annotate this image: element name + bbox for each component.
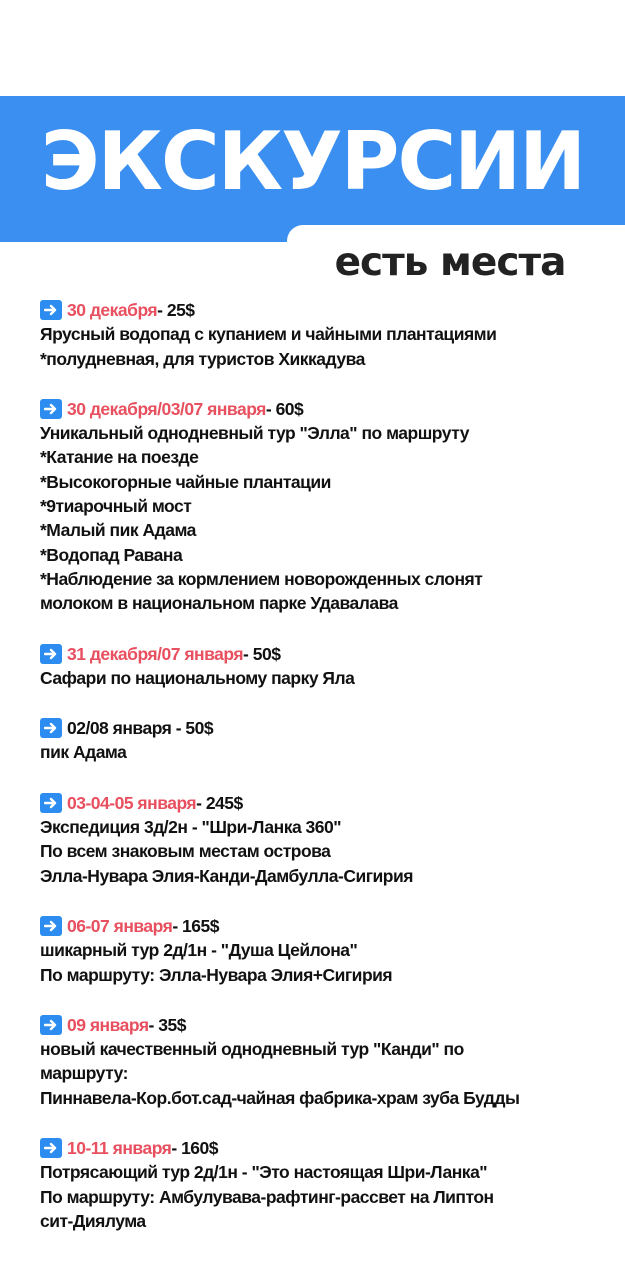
tour-date: 30 декабря	[67, 300, 158, 320]
tour-line: *Малый пик Адама	[40, 520, 196, 541]
tour-item	[40, 716, 620, 765]
tour-date: 09 января	[67, 1014, 149, 1035]
arrow-right-icon	[40, 399, 62, 419]
arrow-right-icon	[40, 644, 62, 664]
tour-item	[40, 1136, 620, 1233]
page-subtitle: есть места	[334, 240, 566, 285]
tour-line: сит-Диялума	[40, 1210, 146, 1231]
tour-line: Ярусный водопад с купанием и чайными плантациями	[40, 324, 497, 345]
tour-date: 06-07 января	[67, 915, 173, 936]
tour-header	[40, 642, 620, 666]
tour-price: - 50$	[243, 643, 281, 664]
tour-price: - 165$	[172, 915, 219, 936]
tour-line: *9тиарочный мост	[40, 496, 192, 517]
arrow-right-icon	[40, 1138, 62, 1158]
tour-date: 03-04-05 января	[67, 792, 197, 813]
tour-price: - 35$	[148, 1014, 186, 1035]
tour-header	[40, 716, 620, 740]
tour-item	[40, 298, 620, 371]
tour-item	[40, 791, 620, 888]
tour-header	[40, 397, 620, 421]
tour-line: По маршруту: Амбулувава-рафтинг-рассвет на Липтон	[40, 1186, 494, 1207]
tour-date: 31 декабря/07 января	[67, 643, 244, 664]
tour-line: Сафари по национальному парку Яла	[40, 667, 355, 688]
tour-date: 02/08 января - 50$	[67, 718, 214, 739]
tour-line: маршруту:	[40, 1063, 128, 1084]
arrow-right-icon	[40, 1015, 62, 1035]
tour-item	[40, 914, 620, 987]
arrow-right-icon	[40, 300, 62, 320]
tour-header	[40, 1136, 620, 1160]
tour-line: шикарный тур 2д/1н - "Душа Цейлона"	[40, 940, 358, 961]
tour-line: Потрясающий тур 2д/1н - "Это настоящая Шри-Ланка"	[40, 1162, 488, 1183]
tour-line: *Водопад Равана	[40, 544, 183, 565]
tour-line: *Высокогорные чайные плантации	[40, 471, 331, 492]
tour-price: - 245$	[196, 792, 243, 813]
tour-line: Уникальный однодневный тур "Элла" по маршруту	[40, 423, 469, 444]
tour-header	[40, 298, 620, 322]
tour-price: - 25$	[157, 300, 195, 320]
tour-line: *Наблюдение за кормлением новорожденных слонят	[40, 568, 483, 589]
tour-item	[40, 1013, 620, 1110]
tour-item	[40, 397, 620, 616]
tour-header	[40, 1013, 620, 1037]
tour-line: молоком в национальном парке Удавалава	[40, 593, 398, 614]
page-title: ЭКСКУРСИИ	[40, 115, 585, 208]
tour-price: - 160$	[171, 1138, 218, 1159]
tour-line: По всем знаковым местам острова	[40, 841, 331, 862]
arrow-right-icon	[40, 916, 62, 936]
tour-line: *Катание на поезде	[40, 447, 199, 468]
tour-header	[40, 914, 620, 938]
tour-line: По маршруту: Элла-Нувара Элия+Сигирия	[40, 964, 393, 985]
tour-line: Элла-Нувара Элия-Канди-Дамбулла-Сигирия	[40, 865, 413, 886]
arrow-right-icon	[40, 793, 62, 813]
tour-line: Пиннавела-Кор.бот.сад-чайная фабрика-храм зуба Будды	[40, 1087, 520, 1108]
tour-line: Экспедиция 3д/2н - "Шри-Ланка 360"	[40, 817, 342, 838]
tour-list	[40, 298, 620, 1259]
tour-header	[40, 791, 620, 815]
tour-line: новый качественный однодневный тур "Канди" по	[40, 1039, 464, 1060]
tour-line: *полудневная, для туристов Хиккадува	[40, 348, 365, 369]
tour-line: пик Адама	[40, 742, 127, 763]
tour-item	[40, 642, 620, 691]
tour-date: 30 декабря/03/07 января	[67, 398, 266, 419]
tour-price: - 60$	[265, 398, 304, 419]
arrow-right-icon	[40, 718, 62, 738]
tour-date: 10-11 января	[67, 1138, 172, 1159]
